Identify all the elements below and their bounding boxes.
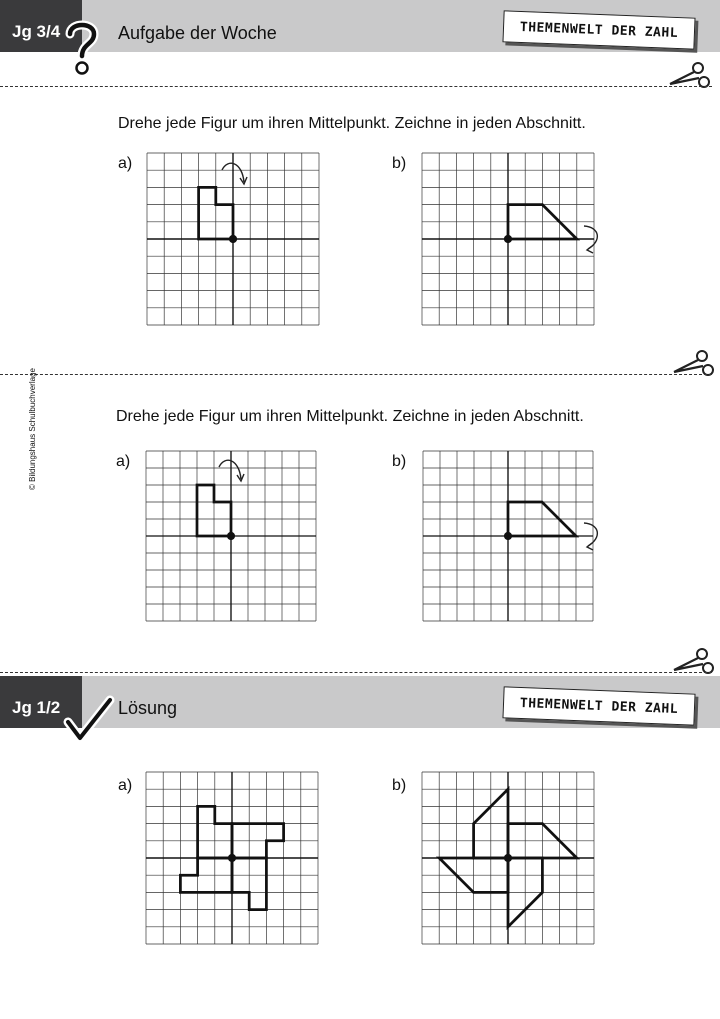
center-point [504,532,512,540]
center-point [229,235,237,243]
cut-line [0,374,712,375]
rotation-arrow-icon [215,457,245,485]
center-point [227,532,235,540]
label-b: b) [392,155,407,172]
copyright-note: © Bildungshaus Schulbuchverlage [28,368,37,490]
page-title: Aufgabe der Woche [118,23,277,43]
question-mark-icon [62,20,102,80]
rotation-arrow-icon [580,223,606,257]
label-b: b) [392,777,407,794]
brand-tag: THEMENWELT DER ZAHL [502,686,695,725]
solution-grid-b [422,772,594,944]
brand-tag: THEMENWELT DER ZAHL [502,10,695,49]
instruction: Drehe jede Figur um ihren Mittelpunkt. Zeichne in jeden Abschnitt. [118,115,586,132]
center-point [504,854,512,862]
label-a: a) [118,777,133,794]
cut-line [0,672,712,673]
center-point [228,854,236,862]
cut-line [0,86,712,87]
grid-1b[interactable] [422,153,594,325]
rotation-arrow-icon [580,520,606,554]
label-a: a) [118,155,133,172]
grade-label: Jg 1/2 [12,698,61,717]
label-a: a) [116,453,131,470]
grade-label: Jg 3/4 [12,22,61,41]
checkmark-icon [64,694,114,744]
solution-grid-a [146,772,318,944]
label-b: b) [392,453,407,470]
center-point [504,235,512,243]
rotation-arrow-icon [218,160,248,188]
solution-title: Lösung [118,698,178,718]
grid-2b[interactable] [422,451,594,621]
instruction: Drehe jede Figur um ihren Mittelpunkt. Zeichne in jeden Abschnitt. [116,408,584,425]
